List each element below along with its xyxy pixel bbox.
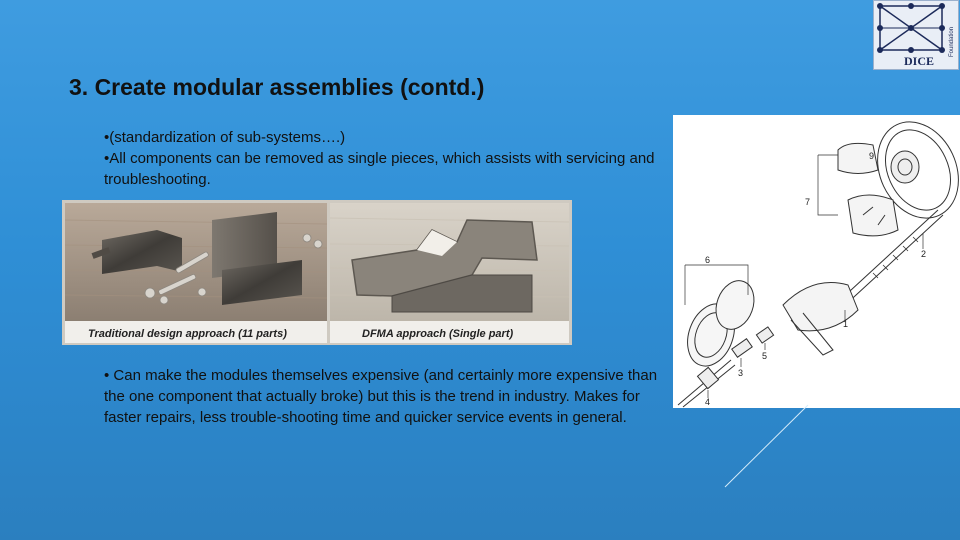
bullet-standardization: •(standardization of sub-systems….) <box>104 129 346 146</box>
bracket-comparison-photo <box>62 200 572 345</box>
logo-side-text: Foundation <box>949 26 955 57</box>
bullet-list-top <box>104 127 664 190</box>
steering-column-diagram <box>673 115 960 408</box>
label-7: 7 <box>805 197 811 207</box>
label-3: 3 <box>738 368 744 378</box>
label-1: 1 <box>843 319 849 329</box>
bullet-list-bottom <box>104 365 664 428</box>
label-2: 2 <box>921 249 927 259</box>
label-9: 9 <box>869 151 875 161</box>
bullet-modules-expensive: • Can make the modules themselves expensive (and certainly more expensive than the one component that actually broke) but this is the trend in industry. Makes for faster repairs, less trouble-shooting time and quicker service events in general. <box>104 367 658 426</box>
caption-dfma: DFMA approach (Single part) <box>362 328 514 340</box>
slide-title: 3. Create modular assemblies (contd.) <box>69 74 485 100</box>
label-5: 5 <box>762 351 768 361</box>
bullet-components-removed: •All components can be removed as single pieces, which assists with servicing and troubleshooting. <box>104 150 655 188</box>
label-6: 6 <box>705 255 711 265</box>
caption-traditional: Traditional design approach (11 parts) <box>88 328 287 340</box>
logo-text: DICE <box>904 54 935 68</box>
dice-foundation-logo <box>873 0 959 70</box>
label-4: 4 <box>705 397 711 407</box>
